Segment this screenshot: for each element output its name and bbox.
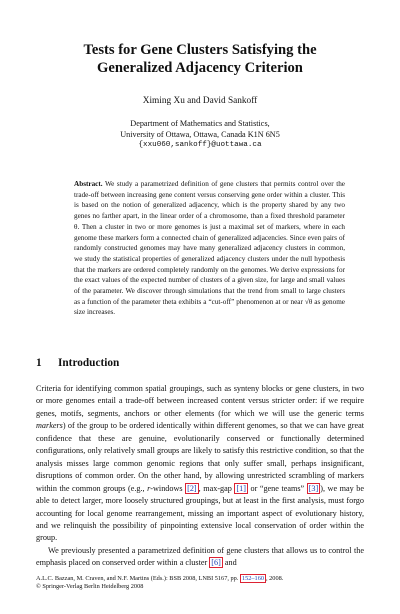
abstract-text: We study a parametrized definition of gene clusters that permits control over the trade-off between increasing gene content versus conserving gene order within a cluster. This is based on the notion of generalized adjacency, which is the property shared by any two genes no farther apart, in the linear order of a chromosome, than a fixed threshold parameter θ. Then a cluster in two or more genomes is just a maximal set of markers, where in each genome these markers form a connected chain of generalized adjacencies. Since even pairs of randomly constructed genomes may have many generalized adjacency clusters in common, we study the statistical properties of generalized adjacency clusters under the null hypothesis that the markers are ordered completely randomly on the genomes. We derive expressions for the exact values of the expected number of clusters of a given size, for large and small values of the parameter. We discover through simulations that the trend from small to large clusters as a function of the parameter theta exhibits a “cut-off” phenomenon at or near — [74, 180, 345, 306]
text-run: ), we may be able to detect larger, more loosely structured groupings, but at least in the first analysis, must forgo accounting for local genome rearrangement, missing an important aspect of evolutionary history, and we relinquish the possibility of pinpointing extensive local conservation of order within the group. — [36, 483, 364, 543]
emphasis-r: r — [147, 483, 151, 493]
affiliation — [0, 118, 400, 151]
paper-title — [50, 42, 350, 77]
affiliation-line-2: University of Ottawa, Ottawa, Canada K1N 6N5 — [120, 130, 280, 139]
text-run: and — [222, 558, 237, 568]
text-run: We previously presented a parametrized definition of gene clusters that allows us to control the emphasis placed on conserved order within a cluster — [36, 545, 364, 568]
footer-citation — [36, 575, 366, 583]
paragraph-2 — [36, 545, 364, 570]
footer-text: , 2008. — [266, 575, 284, 582]
section-heading — [36, 357, 366, 369]
sqrt-theta: √θ — [304, 297, 313, 306]
abstract — [74, 179, 345, 318]
emphasis-markers: markers — [36, 421, 63, 431]
section-number: 1 — [36, 357, 42, 369]
citation-link[interactable]: [2] — [187, 483, 197, 493]
section-title: Introduction — [58, 357, 120, 369]
abstract-text-end: as genome size increases. — [74, 297, 345, 317]
title-line-2: Generalized Adjacency Criterion — [97, 59, 303, 76]
text-run: , max-gap — [198, 483, 235, 493]
author-list: Ximing Xu and David Sankoff — [142, 96, 258, 106]
author-email: {xxu060,sankoff}@uottawa.ca — [138, 141, 262, 149]
footer-copyright: © Springer-Verlag Berlin Heidelberg 2008 — [36, 583, 144, 591]
affiliation-line-1: Department of Mathematics and Statistics, — [130, 119, 270, 128]
page-range-link[interactable]: 152–160 — [241, 575, 264, 582]
text-run: Criteria for identifying common spatial groupings, such as synteny blocks or gene clusters, in two or more genomes entail a trade-off between increased content versus stricter order: if we require genes, motifs, segments, anchors or other elements (for which we will use the generic terms — [36, 384, 364, 418]
citation-link[interactable]: [3] — [308, 483, 319, 493]
citation-link[interactable]: [6] — [211, 558, 221, 568]
title-line-1: Tests for Gene Clusters Satisfying the — [83, 42, 317, 58]
text-run: or “gene teams” — [247, 483, 307, 493]
text-run: ) of the group to be ordered identically within different genomes, so that we can have great confidence that these are genuine, evolutionarily conserved or functionally determined configurations, only relatively small groups are likely to satisfy this restrictive condition, so that the analysis misses large common genomic regions that only suffer small, perhaps insignificant, disruptions of common order. On the other hand, by allowing unrestricted scrambling of markers within the common groups (e.g., — [36, 421, 364, 493]
page-footer — [36, 575, 366, 591]
footer-text: A.L.C. Bazzan, M. Craven, and N.F. Martins (Eds.): BSB 2008, LNBI 5167, pp. — [36, 575, 240, 582]
abstract-label: Abstract. — [74, 180, 103, 188]
citation-link[interactable]: [1] — [236, 483, 246, 493]
body-text — [36, 383, 364, 570]
paragraph-1 — [36, 383, 364, 545]
text-run: -windows — [150, 483, 186, 493]
